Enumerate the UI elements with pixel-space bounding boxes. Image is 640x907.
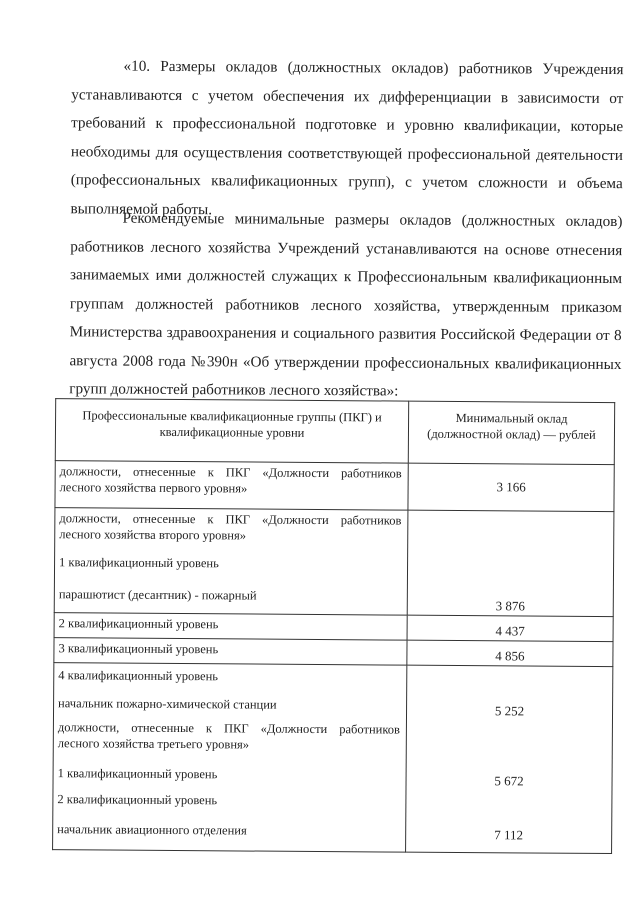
salary-value: 3 166 xyxy=(496,479,526,495)
qualification-level: 2 квалификационный уровень xyxy=(57,792,218,808)
qualification-level: 3 квалификационный уровень xyxy=(54,638,407,665)
salary-value: 5 672 xyxy=(494,773,524,789)
qualification-level: 2 квалификационный уровень xyxy=(54,613,407,640)
table-row xyxy=(54,508,614,617)
table-row xyxy=(54,638,613,667)
salary-value: 3 876 xyxy=(495,598,525,614)
qualification-level: 1 квалификационный уровень xyxy=(59,555,219,571)
paragraph-text: Рекомендуемые минимальные размеры окладов (должностных окладов) работников лесного хозяйства Учреждений устанавливаются на основе отнесения занимаемых ими должностей служащих к Профессиональным квалификационным группам должностей работников лесного хозяйства, утвержденным приказом Министерства здравоохранения и социального развития Российской Федерации от 8 августа 2008 года №390н «Об утверждении профессиональных квалификационных групп должностей работников лесного хозяйства»: xyxy=(69,209,623,400)
row-group-first-level: должности, отнесенные к ПКГ «Должности работников лесного хозяйства первого уровня» xyxy=(55,461,408,510)
qualification-level: 1 квалификационный уровень xyxy=(57,766,218,782)
table-row xyxy=(53,663,613,854)
salary-value: 7 112 xyxy=(494,827,524,843)
paragraph-text: «10. Размеры окладов (должностных окладов) работников Учреждения устанавливаются с учетом обеспечения их дифференциации в зависимости от требований к профессиональной подготовке и уровню квалификации, которые необходимы для осуществления соответствующей профессиональной деятельности (профессиональных квалификационных групп), с учетом сложности и объема выполняемой работы. xyxy=(70,57,624,218)
salary-value: 5 252 xyxy=(494,703,525,719)
header-qualification-groups: Профессиональные квалификационные группы (ПКГ) и квалификационные уровни xyxy=(55,399,408,463)
row-group-third-level: должности, отнесенные к ПКГ «Должности работников лесного хозяйства третьего уровня» xyxy=(57,720,400,752)
salary-value: 4 437 xyxy=(495,623,525,639)
table-header-row xyxy=(55,399,614,465)
salary-value: 4 856 xyxy=(495,648,525,664)
position-name: начальник авиационного отделения xyxy=(57,822,247,838)
paragraph-salary-rules xyxy=(70,52,623,227)
position-name: начальник пожарно-химической станции xyxy=(58,696,277,712)
qualification-level: 4 квалификационный уровень xyxy=(58,668,219,684)
row-group-second-level: должности, отнесенные к ПКГ «Должности работников лесного хозяйства второго уровня» xyxy=(59,511,402,543)
salary-table xyxy=(52,398,615,854)
position-name: парашютист (десантник) - пожарный xyxy=(58,587,257,603)
table-row xyxy=(54,613,613,642)
table-row xyxy=(55,461,614,512)
header-minimum-salary: Минимальный оклад (должностной оклад) — рублей xyxy=(408,401,614,464)
paragraph-recommended-salaries xyxy=(69,204,622,407)
